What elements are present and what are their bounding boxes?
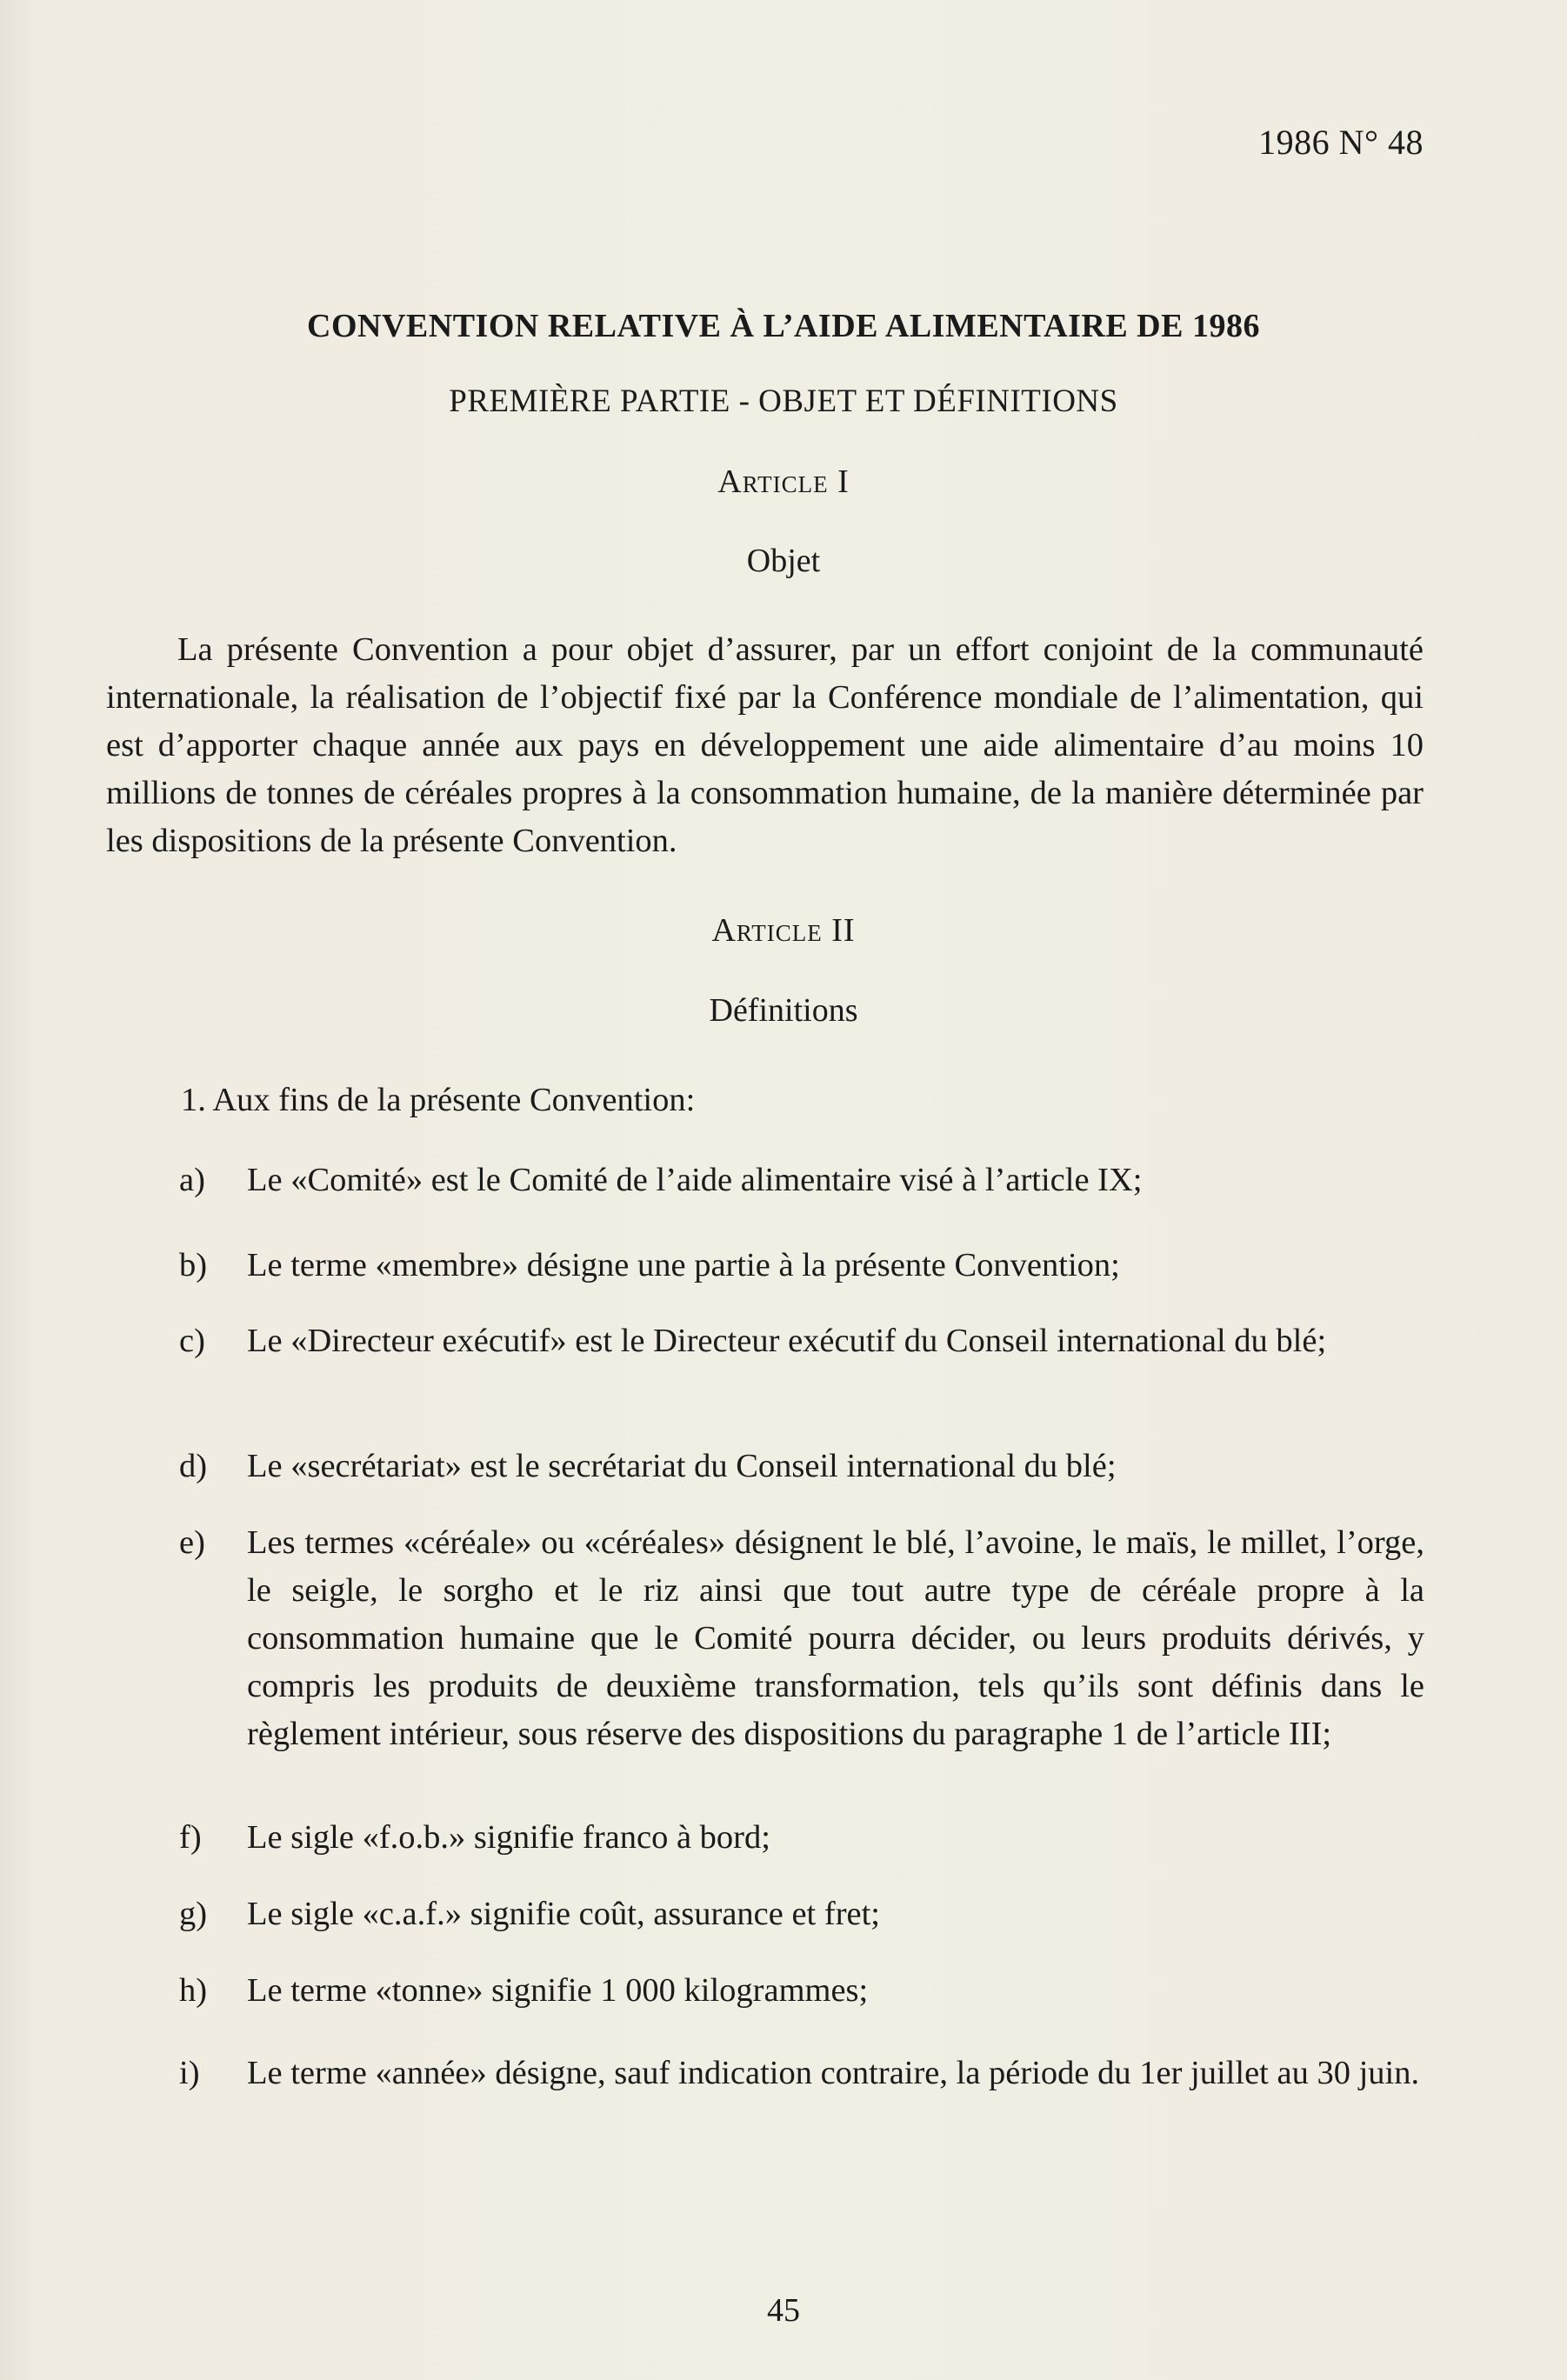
definition-item-d <box>179 1443 1424 1490</box>
article-2-heading: Article II <box>711 912 856 949</box>
article-1-heading: Article I <box>717 463 850 500</box>
definition-text: Le terme «tonne» signifie 1 000 kilogrammes; <box>247 1972 869 2009</box>
article-2-subtitle: Définitions <box>709 992 858 1029</box>
definition-letter: i) <box>179 2055 200 2091</box>
article-2-paragraph-1: 1. Aux fins de la présente Convention: <box>181 1082 696 1118</box>
definition-text: Le «secrétariat» est le secrétariat du Conseil international du blé; <box>247 1448 1117 1484</box>
convention-title: CONVENTION RELATIVE À L’AIDE ALIMENTAIRE DE 1986 <box>307 308 1260 344</box>
definition-item-i <box>179 2050 1424 2097</box>
definition-item-g <box>179 1890 1424 1938</box>
definition-text: Le terme «membre» désigne une partie à la présente Convention; <box>247 1247 1120 1283</box>
definition-text: Le terme «année» désigne, sauf indication contraire, la période du 1er juillet au 30 juin. <box>247 2055 1420 2091</box>
definition-letter: f) <box>179 1819 202 1856</box>
article-1-subtitle: Objet <box>746 543 821 579</box>
article-1-text: La présente Convention a pour objet d’assurer, par un effort conjoint de la communauté internationale, la réalisation de l’objectif fixé par la Conférence mondiale de l’alimentation, qui est d’apporter chaque année aux pays en développement une aide alimentaire d’au moins 10 millions de tonnes de céréales propres à la consommation humaine, de la manière déterminée par les dispositions de la présente Convention. <box>106 631 1424 859</box>
definition-letter: a) <box>179 1162 205 1198</box>
definition-letter: d) <box>179 1448 208 1484</box>
definition-item-e <box>179 1519 1424 1758</box>
definition-text: Les termes «céréale» ou «céréales» désignent le blé, l’avoine, le maïs, le millet, l’orge, le seigle, le sorgho et le riz ainsi que tout autre type de céréale propre à la consommation humaine que le Comité pourra décider, ou leurs produits dérivés, y compris les produits de deuxième transformation, tels qu’ils sont définis dans le règlement intérieur, sous réserve des dispositions du paragraphe 1 de l’article III; <box>247 1524 1424 1752</box>
page-number: 45 <box>767 2292 800 2329</box>
definition-item-c <box>179 1317 1424 1365</box>
definition-text: Le sigle «c.a.f.» signifie coût, assurance et fret; <box>247 1896 881 1932</box>
definition-letter: h) <box>179 1972 208 2009</box>
definition-text: Le «Directeur exécutif» est le Directeur exécutif du Conseil international du blé; <box>247 1323 1327 1359</box>
definition-item-h <box>179 1967 1424 2015</box>
definition-letter: b) <box>179 1247 208 1283</box>
part-title: PREMIÈRE PARTIE - OBJET ET DÉFINITIONS <box>449 383 1118 419</box>
definition-item-f <box>179 1814 1424 1862</box>
definition-item-b <box>179 1242 1424 1290</box>
definition-letter: g) <box>179 1896 208 1932</box>
definition-letter: c) <box>179 1323 205 1359</box>
definition-letter: e) <box>179 1524 205 1561</box>
definition-item-a <box>179 1157 1424 1204</box>
definition-text: Le sigle «f.o.b.» signifie franco à bord; <box>247 1819 770 1856</box>
definition-text: Le «Comité» est le Comité de l’aide alimentaire visé à l’article IX; <box>247 1162 1143 1198</box>
document-reference: 1986 N° 48 <box>1258 123 1424 162</box>
